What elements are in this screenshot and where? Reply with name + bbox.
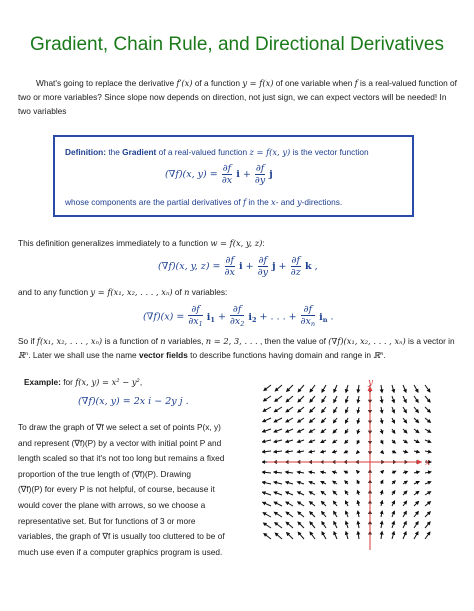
- vector-arrow: [414, 429, 419, 433]
- generalize-text: This definition generalizes immediately to a function w = f(x, y, z):: [18, 238, 265, 248]
- vector-arrow: [264, 523, 271, 528]
- vector-arrow: [345, 501, 348, 506]
- vector-arrow: [286, 451, 293, 452]
- vector-arrow: [381, 407, 382, 413]
- vector-arrow: [414, 491, 419, 495]
- vector-arrow: [263, 418, 271, 422]
- vector-arrow: [414, 472, 419, 473]
- vector-arrow: [297, 440, 304, 442]
- vector-arrow: [309, 440, 315, 442]
- vector-arrow: [425, 502, 430, 506]
- vector-arrow: [403, 451, 407, 452]
- vector-arrow: [321, 481, 326, 484]
- vector-arrow: [262, 492, 271, 495]
- vector-arrow: [346, 511, 348, 517]
- vector-arrow: [298, 522, 304, 528]
- vector-arrow: [286, 440, 293, 442]
- vector-arrow: [322, 407, 326, 412]
- vector-arrow: [346, 385, 348, 392]
- gradient-nd-equation: (∇f)(x) = $\frac{\partial f}{\partial x_1}$ $i_1$ + $\frac{\partial f}{\partial x_2}$ $i_2$ + . . . + $\frac{\partial f}{\partial x_n}$ $i_n$ .: [143, 304, 334, 328]
- vector-arrow: [345, 481, 348, 484]
- vector-arrow: [425, 472, 431, 473]
- x-axis-arrowhead: [417, 460, 422, 465]
- vector-arrow: [263, 513, 271, 517]
- vector-arrow: [298, 532, 304, 539]
- vector-arrow: [403, 511, 406, 517]
- vector-arrow: [345, 418, 348, 423]
- vector-arrow: [403, 481, 407, 484]
- vector-arrow: [425, 522, 430, 528]
- vector-arrow: [321, 451, 326, 452]
- definition-line: Definition: the Gradient of a real-valued function z = f(x, y) is the vector function: [65, 147, 369, 157]
- sofar-paragraph: So if f(x₁, x₂, . . . , xₙ) is a function of n variables, n = 2, 3, . . . , then the value of (∇f)(x₁, x₂, . . . , xₙ) is a vector in ℝⁿ. Later we shall use the name vector fields to describe functions having domain and range in ℝⁿ.: [18, 336, 455, 360]
- vector-arrow: [333, 481, 337, 484]
- vector-arrow: [403, 501, 407, 506]
- vector-arrow: [274, 440, 282, 442]
- vector-arrow: [392, 491, 395, 495]
- vector-arrow: [381, 440, 383, 444]
- drawing-line: To draw the graph of ∇f we select a set of points P(x, y): [18, 422, 221, 432]
- vector-arrow: [392, 396, 394, 403]
- vector-arrow: [287, 533, 293, 539]
- vector-arrow: [403, 491, 407, 495]
- vector-arrow: [381, 385, 382, 392]
- vector-arrow: [334, 396, 337, 402]
- vector-arrow: [333, 491, 337, 495]
- vector-arrow: [358, 511, 359, 517]
- vector-arrow: [321, 491, 326, 495]
- vector-arrow: [310, 385, 315, 392]
- vector-arrow: [321, 418, 326, 423]
- vector-arrow: [414, 481, 419, 484]
- vector-arrow: [262, 440, 271, 442]
- vector-arrow: [346, 396, 348, 403]
- drawing-paragraph: [18, 420, 262, 560]
- drawing-line: length scaled so that it's not too long but remains a fixed: [18, 453, 225, 464]
- vector-arrow: [381, 396, 382, 403]
- vector-arrow: [286, 502, 293, 506]
- vector-arrow: [286, 522, 293, 528]
- vector-arrow: [357, 440, 359, 444]
- vector-arrow: [425, 418, 430, 422]
- vector-arrow: [333, 472, 337, 473]
- vector-arrow: [403, 522, 406, 528]
- vector-arrow: [346, 407, 348, 413]
- vector-arrow: [414, 440, 419, 443]
- vector-arrow: [322, 532, 326, 539]
- vector-arrow: [358, 429, 359, 433]
- vector-arrow: [322, 396, 326, 402]
- definition-bottom-text: whose components are the partial derivatives of f in the x- and y-directions.: [65, 197, 343, 207]
- vector-arrow: [381, 429, 382, 433]
- vector-arrow: [334, 511, 337, 517]
- vector-arrow: [321, 440, 326, 443]
- vector-arrow: [310, 407, 315, 412]
- vector-arrow: [286, 482, 293, 484]
- vector-arrow: [310, 418, 315, 422]
- vector-arrow: [286, 418, 293, 422]
- vector-arrow: [322, 522, 326, 528]
- vector-arrow: [381, 451, 383, 453]
- vector-arrow: [264, 396, 271, 401]
- vector-arrow: [358, 396, 359, 403]
- vector-arrow: [392, 451, 396, 453]
- vector-arrow: [274, 418, 282, 422]
- vector-arrow: [414, 501, 419, 506]
- vector-arrow: [298, 512, 304, 517]
- vector-arrow: [309, 451, 315, 452]
- vector-arrow: [381, 501, 382, 506]
- vector-arrow: [322, 512, 326, 517]
- vector-arrow: [344, 451, 348, 453]
- vector-arrow: [274, 512, 282, 517]
- vector-arrow: [381, 471, 383, 473]
- vector-arrow: [333, 429, 337, 433]
- vector-arrow: [403, 396, 406, 402]
- vector-arrow: [309, 472, 315, 473]
- vector-arrow: [345, 429, 348, 433]
- vector-arrow: [414, 407, 418, 412]
- vector-arrow: [286, 429, 293, 432]
- vector-arrow: [297, 472, 304, 473]
- gradient-2d-equation: (∇f)(x, y) = $\frac{\partial f}{\partial x}$ i + $\frac{\partial f}{\partial y}$ j: [165, 163, 273, 186]
- vector-arrow: [358, 501, 359, 506]
- vector-arrow: [274, 451, 282, 452]
- vector-arrow: [403, 440, 407, 443]
- vector-arrow: [425, 492, 431, 495]
- vector-arrow: [381, 521, 382, 528]
- vector-arrow: [357, 480, 359, 484]
- vector-arrow: [298, 429, 304, 432]
- vector-arrow: [344, 471, 348, 473]
- vector-arrow: [334, 532, 337, 539]
- x-axis-label: x: [425, 458, 431, 468]
- vector-arrow: [425, 429, 431, 432]
- vector-arrow: [310, 396, 315, 402]
- vector-arrow: [274, 407, 282, 412]
- vector-arrow: [321, 501, 326, 506]
- vector-arrow: [262, 472, 271, 473]
- vector-arrow: [275, 533, 282, 539]
- vector-arrow: [357, 471, 359, 473]
- example-equation: (∇f)(x, y) = 2x i − 2y j .: [78, 396, 189, 407]
- page-title: Gradient, Chain Rule, and Directional Derivatives: [30, 34, 444, 55]
- vector-arrow: [310, 522, 315, 528]
- vector-arrow: [425, 440, 431, 442]
- vector-arrow: [358, 521, 359, 528]
- vector-arrow: [298, 492, 304, 495]
- vector-arrow: [310, 532, 315, 539]
- vector-arrow: [392, 440, 395, 443]
- vector-arrow: [381, 418, 382, 423]
- vector-arrow: [321, 472, 326, 473]
- vector-arrow: [392, 471, 396, 473]
- vector-arrow: [310, 512, 315, 517]
- vector-arrow: [392, 481, 395, 484]
- vector-arrow: [298, 407, 304, 412]
- vector-arrow: [333, 501, 337, 506]
- vector-arrow: [298, 385, 304, 392]
- vector-arrow: [357, 451, 359, 453]
- vector-arrow: [425, 396, 430, 402]
- vector-arrow: [309, 492, 315, 495]
- vector-arrow: [403, 472, 407, 473]
- vector-arrow: [414, 418, 419, 423]
- vector-arrow: [392, 385, 394, 392]
- vector-arrow: [298, 396, 304, 402]
- drawing-line: (∇f)(P) for every P is not helpful, of course, because it: [18, 484, 215, 495]
- vector-arrow: [310, 502, 315, 506]
- vector-arrow: [414, 451, 419, 452]
- vector-arrow: [358, 407, 359, 413]
- vector-arrow: [262, 429, 271, 432]
- drawing-line: variables, the graph of ∇f is usually too cluttered to be of: [18, 531, 225, 542]
- vector-arrow: [358, 532, 359, 539]
- vector-arrow: [425, 407, 430, 412]
- vector-arrow: [321, 429, 326, 433]
- vector-arrow: [333, 418, 337, 423]
- vector-arrow: [274, 429, 282, 432]
- vector-arrow: [403, 407, 406, 413]
- vector-arrow: [334, 407, 337, 413]
- vector-arrow: [274, 492, 282, 495]
- vector-arrow: [297, 451, 304, 452]
- vector-arrow: [275, 396, 282, 401]
- vector-arrow: [264, 385, 271, 391]
- vector-arrow: [262, 451, 271, 452]
- vector-arrow: [403, 429, 407, 433]
- vector-arrow: [275, 385, 282, 391]
- vector-arrow: [333, 440, 337, 443]
- vector-arrow: [358, 418, 359, 423]
- drawing-line: representative set. But for functions of 3 or more: [18, 515, 196, 526]
- vector-arrow: [298, 418, 304, 422]
- vector-arrow: [358, 385, 359, 392]
- vector-field-plot: [262, 378, 434, 554]
- example-line: Example: for f(x, y) = x² − y²,: [24, 377, 143, 387]
- vector-arrow: [392, 418, 395, 423]
- vector-arrow: [381, 491, 382, 495]
- anyfunc-text: and to any function y = f(x₁, x₂, . . . , xₙ) of n variables:: [18, 287, 228, 297]
- vector-arrow: [286, 472, 293, 473]
- vector-arrow: [425, 482, 431, 484]
- vector-arrow: [403, 532, 406, 539]
- intro-paragraph: What's going to replace the derivative f′(x) of a function y = f(x) of one variable when f is a real-valued function of two or more variables? Since slope now depends on direction, not just sign, we can expect vectors will be needed! In two variables: [18, 78, 457, 116]
- vector-arrow: [345, 491, 348, 495]
- vector-arrow: [322, 385, 326, 392]
- vector-arrow: [334, 385, 337, 392]
- vector-arrow: [414, 385, 418, 392]
- vector-arrow: [381, 532, 382, 539]
- definition-box: [53, 135, 414, 217]
- vector-arrow: [414, 522, 418, 528]
- vector-arrow: [381, 511, 382, 517]
- vector-arrow: [392, 511, 394, 517]
- vector-arrow: [334, 522, 337, 528]
- gradient-3d-equation: (∇f)(x, y, z) = $\frac{\partial f}{\partial x}$ i + $\frac{\partial f}{\partial y}$ j + $\frac{\partial f}{\partial z}$ k ,: [158, 255, 318, 278]
- vector-arrow: [414, 396, 418, 402]
- vector-arrow: [425, 385, 430, 392]
- vector-arrow: [403, 385, 406, 392]
- vector-arrow: [392, 532, 394, 539]
- vector-arrow: [264, 533, 271, 539]
- vector-arrow: [286, 512, 293, 517]
- drawing-line: proportion of the true length of (∇f)(P). Drawing: [18, 468, 191, 479]
- vector-arrow: [414, 512, 418, 517]
- y-axis-label: y: [368, 378, 374, 388]
- vector-arrow: [263, 407, 271, 411]
- vector-arrow: [275, 523, 282, 528]
- vector-arrow: [392, 407, 394, 413]
- vector-arrow: [297, 482, 304, 484]
- vector-arrow: [262, 482, 271, 484]
- vector-arrow: [414, 532, 418, 539]
- vector-arrow: [274, 502, 282, 506]
- vector-arrow: [425, 512, 430, 517]
- vector-arrow: [392, 501, 395, 506]
- vector-arrow: [358, 491, 359, 495]
- vector-arrow: [392, 521, 394, 528]
- vector-arrow: [345, 440, 348, 443]
- vector-arrow: [263, 502, 271, 506]
- vector-arrow: [298, 502, 304, 506]
- vector-arrow: [346, 521, 348, 528]
- vector-arrow: [286, 492, 293, 495]
- vector-arrow: [425, 532, 430, 539]
- vector-arrow: [381, 480, 383, 484]
- vector-arrow: [346, 532, 348, 539]
- vector-arrow: [286, 407, 293, 412]
- vector-arrow: [403, 418, 407, 423]
- drawing-line: would cover the plane with arrows, so we choose a: [18, 499, 206, 510]
- vector-arrow: [286, 396, 293, 402]
- drawing-line: much use even if a computer graphics program is used.: [18, 546, 223, 557]
- vector-arrow: [274, 472, 282, 473]
- vector-arrow: [392, 429, 395, 433]
- vector-arrow: [333, 451, 337, 452]
- vector-arrow: [309, 429, 315, 432]
- vector-arrow: [425, 451, 431, 452]
- vector-arrow: [274, 482, 282, 484]
- drawing-line: and represent (∇f)(P) by a vector with initial point P and: [18, 437, 222, 448]
- vector-arrow: [287, 385, 293, 391]
- vector-arrow: [309, 482, 315, 484]
